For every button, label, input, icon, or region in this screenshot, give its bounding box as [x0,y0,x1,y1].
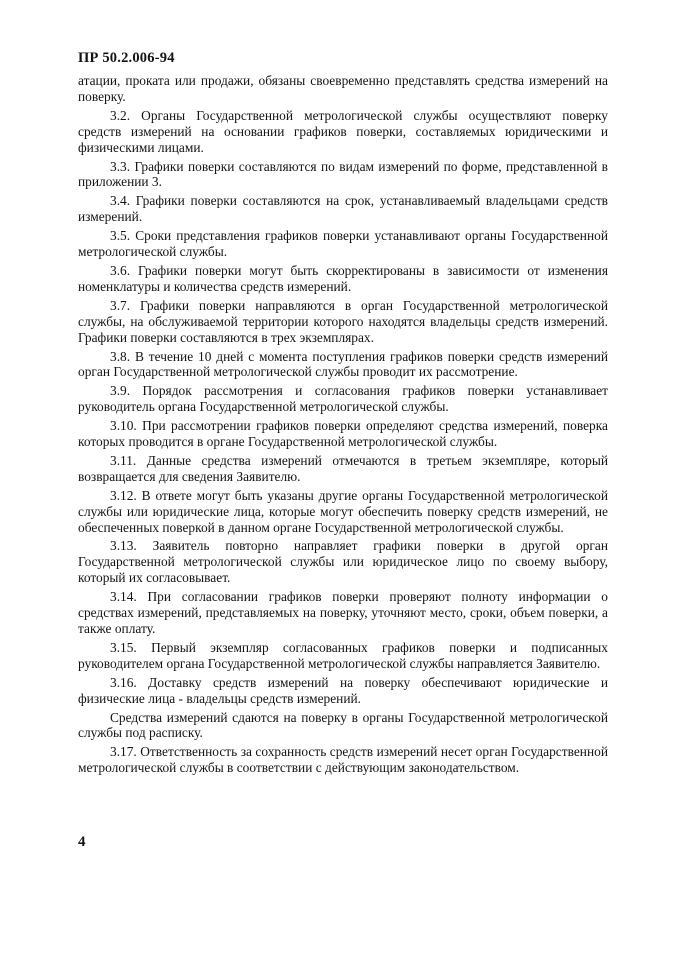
paragraph-continuation: атации, проката или продажи, обязаны своевременно представлять средства измерений на поверку. [78,73,608,104]
paragraph-3-9: 3.9. Порядок рассмотрения и согласования графиков поверки устанавливает руководитель органа Государственной метрологической службы. [78,383,608,415]
paragraph-3-4: 3.4. Графики поверки составляются на срок, устанавливаемый владельцами средств измерений. [78,193,608,225]
paragraph-3-16: 3.16. Доставку средств измерений на поверку обеспечивают юридические и физические лица - владельцы средств измерений. [78,674,608,706]
paragraph-3-2: 3.2. Органы Государственной метрологической службы осуществляют поверку средств измерений на основании графиков поверки, составляемых юридическими и физическими лицами. [78,107,608,155]
paragraph-3-3: 3.3. Графики поверки составляются по видам измерений по форме, представленной в приложении 3. [78,158,608,190]
paragraph-3-15: 3.15. Первый экземпляр согласованных графиков поверки и подписанных руководителем органа Государственной метрологической службы направляется Заявителю. [78,639,608,671]
paragraph-3-12: 3.12. В ответе могут быть указаны другие органы Государственной метрологической службы или юридические лица, которые могут обеспечить поверку средств измерений, не обеспеченных поверкой в данном органе Государственной метрологической службы. [78,487,608,535]
paragraph-3-8: 3.8. В течение 10 дней с момента поступления графиков поверки средств измерений орган Государственной метрологической службы проводит их рассмотрение. [78,348,608,380]
paragraph-3-17: 3.17. Ответственность за сохранность средств измерений несет орган Государственной метрологической службы в соответствии с действующим законодательством. [78,744,608,776]
paragraph-3-6: 3.6. Графики поверки могут быть скорректированы в зависимости от изменения номенклатуры и количества средств измерений. [78,262,608,294]
document-body [78,73,608,779]
paragraph-handover: Средства измерений сдаются на поверку в органы Государственной метрологической службы под расписку. [78,709,608,741]
paragraph-3-10: 3.10. При рассмотрении графиков поверки определяют средства измерений, поверка которых проводится в органе Государственной метрологической службы. [78,418,608,450]
paragraph-3-5: 3.5. Сроки представления графиков поверки устанавливают органы Государственной метрологической службы. [78,228,608,260]
paragraph-3-7: 3.7. Графики поверки направляются в орган Государственной метрологической службы, на обслуживаемой территории которого находятся владельцы средств измерений. Графики поверки составляются в трех экземплярах. [78,297,608,345]
paragraph-3-13: 3.13. Заявитель повторно направляет графики поверки в другой орган Государственной метрологической службы или юридическое лицо по своему выбору, который их согласовывает. [78,538,608,586]
paragraph-3-14: 3.14. При согласовании графиков поверки проверяют полноту информации о средствах измерений, представляемых на поверку, уточняют место, сроки, объем поверки, а также оплату. [78,589,608,636]
document-code-header: ПР 50.2.006-94 [78,50,175,66]
page-number: 4 [78,834,86,850]
paragraph-3-11: 3.11. Данные средства измерений отмечаются в третьем экземпляре, который возвращается для сведения Заявителю. [78,452,608,484]
